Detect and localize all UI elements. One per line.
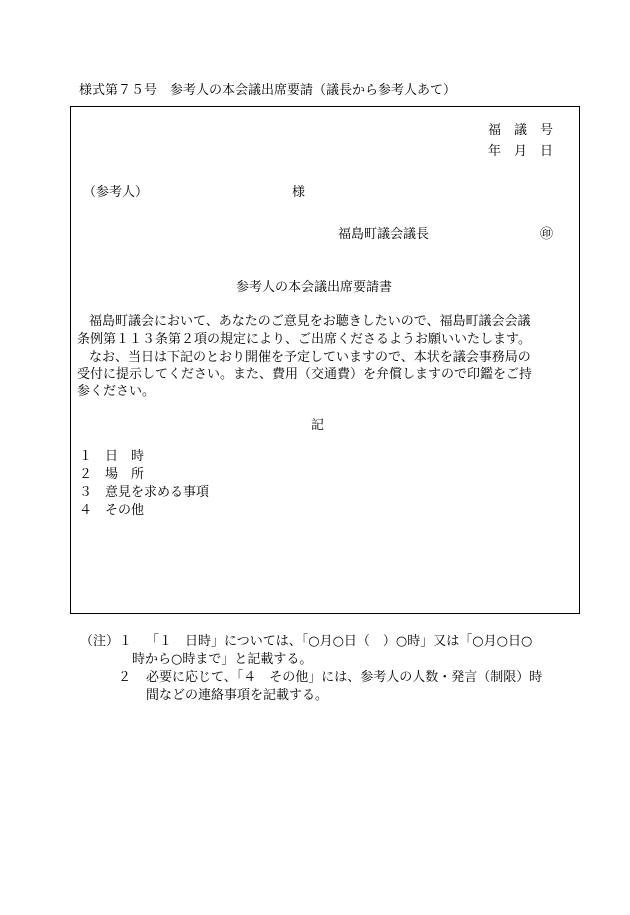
- form-title: 様式第７５号 参考人の本会議出席要請（議長から参考人あて）: [79, 83, 457, 98]
- note-prefix: （注）１: [80, 634, 133, 649]
- document-number: 福 議 号: [488, 123, 554, 138]
- body-line: 参ください。: [77, 384, 156, 399]
- list-item: ３ 意見を求める事項: [79, 485, 210, 500]
- ki-heading: 記: [311, 418, 325, 433]
- recipient-honorific: 様: [292, 185, 306, 200]
- list-item: ２ 場 所: [79, 467, 145, 482]
- document-date: 年 月 日: [488, 144, 554, 159]
- note-1-line-1: 「１ 日時」については、「○月○日（ ）○時」又は「○月○日○: [146, 634, 533, 649]
- body-line: なお、当日は下記のとおり開催を予定していますので、本状を議会事務局の: [89, 350, 531, 365]
- seal-mark: ㊞: [540, 227, 554, 242]
- list-item: １ 日 時: [79, 449, 145, 464]
- document-title: 参考人の本会議出席要請書: [236, 280, 393, 295]
- body-line: 受付に提示してください。また、費用（交通費）を弁償しますので印鑑をご持: [77, 367, 533, 382]
- note-2-line-1: 必要に応じて、「４ その他」には、参考人の人数・発言（制限）時: [146, 670, 543, 685]
- recipient-label: （参考人）: [83, 185, 149, 200]
- list-item: ４ その他: [79, 503, 145, 518]
- note-2-line-2: 間などの連絡事項を記載する。: [146, 688, 329, 703]
- body-line: 福島町議会において、あなたのご意見をお聴きしたいので、福島町議会会議: [89, 314, 531, 329]
- body-line: 条例第１１３条第２項の規定により、ご出席くださるようお願いいたします。: [77, 332, 531, 347]
- note-2-number: ２: [118, 670, 132, 685]
- note-1-line-2: 時から○時まで」と記載する。: [132, 652, 313, 667]
- sender-title: 福島町議会議長: [338, 227, 430, 242]
